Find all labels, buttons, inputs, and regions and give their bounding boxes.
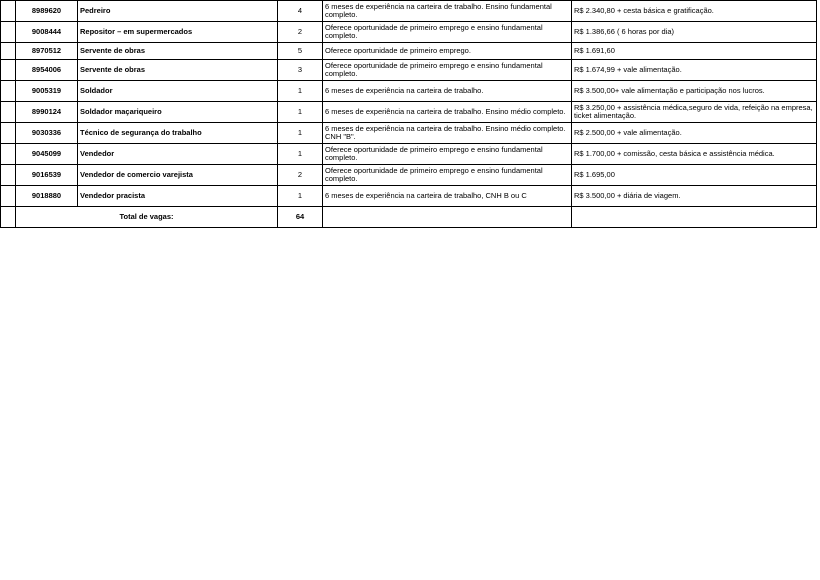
job-requirements: 6 meses de experiência na carteira de trabalho. Ensino médio completo. CNH "B". [323, 123, 572, 144]
table-body [1, 1, 817, 228]
job-requirements: 6 meses de experiência na carteira de trabalho. Ensino fundamental completo. [323, 1, 572, 22]
job-requirements: Oferece oportunidade de primeiro emprego e ensino fundamental completo. [323, 144, 572, 165]
job-title: Vendedor pracista [78, 186, 278, 207]
row-margin-cell [1, 1, 16, 22]
job-code: 9030336 [16, 123, 78, 144]
total-row [1, 207, 817, 228]
job-code: 9045099 [16, 144, 78, 165]
job-quantity: 5 [278, 43, 323, 60]
table-row [1, 22, 817, 43]
total-label: Total de vagas: [16, 207, 278, 228]
row-margin-cell [1, 81, 16, 102]
job-quantity: 2 [278, 22, 323, 43]
job-code: 9016539 [16, 165, 78, 186]
job-quantity: 1 [278, 123, 323, 144]
job-salary: R$ 1.691,60 [572, 43, 817, 60]
job-quantity: 4 [278, 1, 323, 22]
row-margin-cell [1, 60, 16, 81]
job-salary: R$ 3.250,00 + assistência médica,seguro de vida, refeição na empresa, ticket alimentação. [572, 102, 817, 123]
table-row [1, 102, 817, 123]
job-requirements: Oferece oportunidade de primeiro emprego e ensino fundamental completo. [323, 165, 572, 186]
job-code: 8970512 [16, 43, 78, 60]
job-code: 8954006 [16, 60, 78, 81]
job-title: Servente de obras [78, 43, 278, 60]
job-code: 9005319 [16, 81, 78, 102]
table-row [1, 81, 817, 102]
row-margin-cell [1, 22, 16, 43]
job-salary: R$ 2.340,80 + cesta básica e gratificação. [572, 1, 817, 22]
row-margin-cell [1, 207, 16, 228]
job-quantity: 1 [278, 102, 323, 123]
job-code: 8990124 [16, 102, 78, 123]
job-requirements: Oferece oportunidade de primeiro emprego e ensino fundamental completo. [323, 22, 572, 43]
job-title: Vendedor de comercio varejista [78, 165, 278, 186]
job-salary: R$ 1.695,00 [572, 165, 817, 186]
job-quantity: 1 [278, 81, 323, 102]
table-row [1, 165, 817, 186]
job-quantity: 3 [278, 60, 323, 81]
job-requirements: 6 meses de experiência na carteira de trabalho. [323, 81, 572, 102]
row-margin-cell [1, 123, 16, 144]
row-margin-cell [1, 144, 16, 165]
row-margin-cell [1, 186, 16, 207]
table-row [1, 123, 817, 144]
table-row [1, 60, 817, 81]
row-margin-cell [1, 43, 16, 60]
job-quantity: 1 [278, 186, 323, 207]
job-quantity: 2 [278, 165, 323, 186]
row-margin-cell [1, 102, 16, 123]
job-title: Soldador [78, 81, 278, 102]
job-salary: R$ 1.700,00 + comissão, cesta básica e assistência médica. [572, 144, 817, 165]
job-code: 9008444 [16, 22, 78, 43]
job-title: Técnico de segurança do trabalho [78, 123, 278, 144]
table-row [1, 186, 817, 207]
job-requirements: 6 meses de experiência na carteira de trabalho, CNH B ou C [323, 186, 572, 207]
row-margin-cell [1, 165, 16, 186]
job-quantity: 1 [278, 144, 323, 165]
job-requirements: Oferece oportunidade de primeiro emprego. [323, 43, 572, 60]
job-salary: R$ 3.500,00 + diária de viagem. [572, 186, 817, 207]
table-row [1, 1, 817, 22]
total-value: 64 [278, 207, 323, 228]
table-row [1, 144, 817, 165]
job-code: 9018880 [16, 186, 78, 207]
job-title: Repositor – em supermercados [78, 22, 278, 43]
job-vacancies-table [0, 0, 817, 228]
job-title: Servente de obras [78, 60, 278, 81]
table-row [1, 43, 817, 60]
job-salary: R$ 3.500,00+ vale alimentação e participação nos lucros. [572, 81, 817, 102]
job-code: 8989620 [16, 1, 78, 22]
job-salary: R$ 2.500,00 + vale alimentação. [572, 123, 817, 144]
total-empty-cell [572, 207, 817, 228]
job-requirements: Oferece oportunidade de primeiro emprego e ensino fundamental completo. [323, 60, 572, 81]
job-salary: R$ 1.386,66 ( 6 horas por dia) [572, 22, 817, 43]
job-title: Vendedor [78, 144, 278, 165]
job-title: Pedreiro [78, 1, 278, 22]
job-salary: R$ 1.674,99 + vale alimentação. [572, 60, 817, 81]
total-empty-cell [323, 207, 572, 228]
job-title: Soldador maçariqueiro [78, 102, 278, 123]
job-requirements: 6 meses de experiência na carteira de trabalho. Ensino médio completo. [323, 102, 572, 123]
